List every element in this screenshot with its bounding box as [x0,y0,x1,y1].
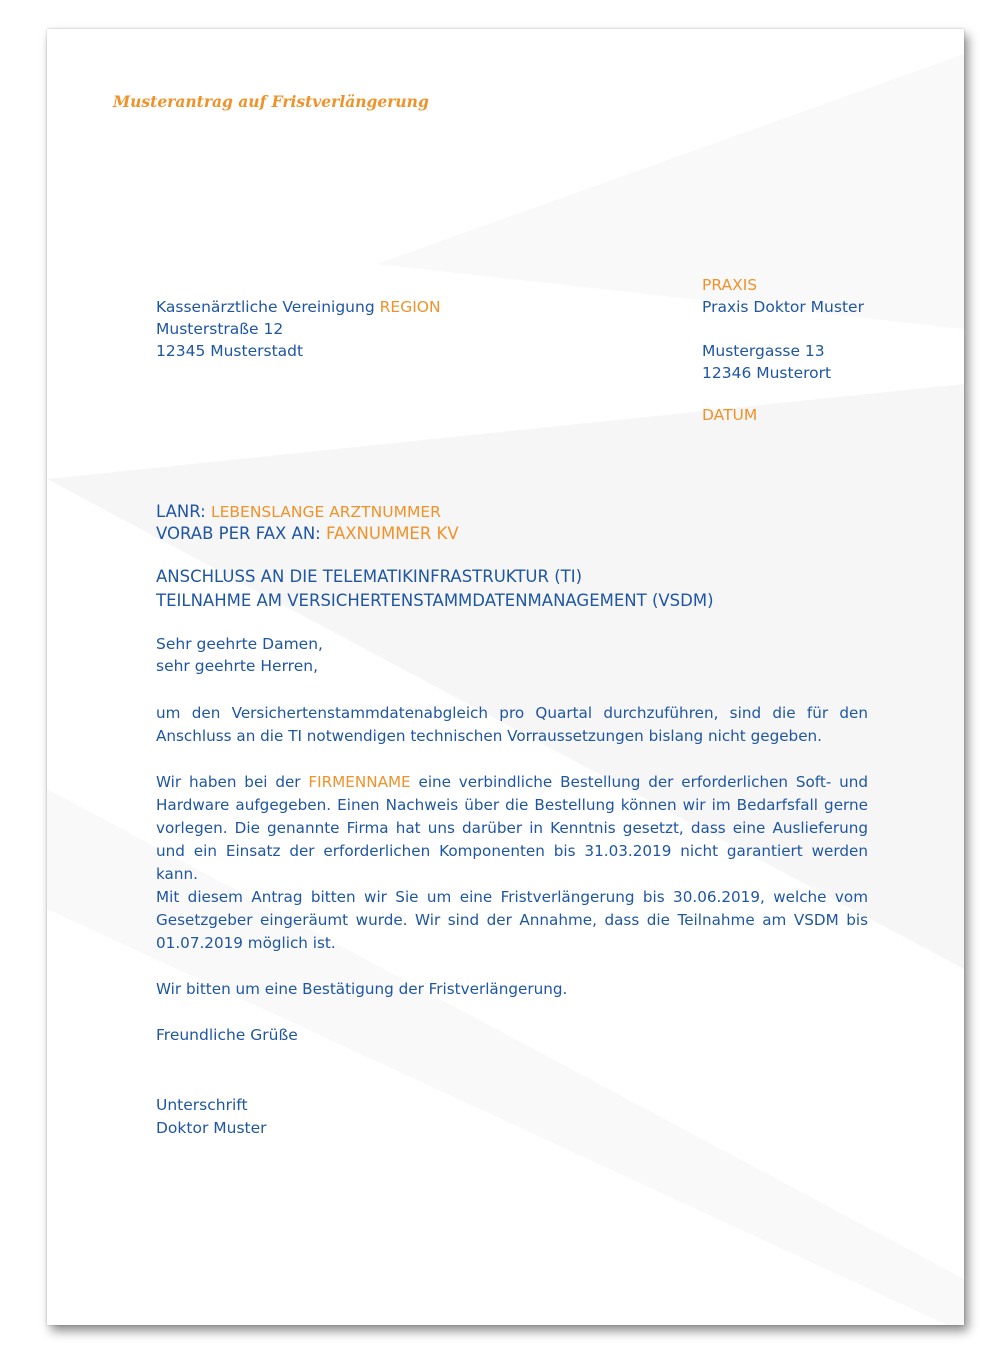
recipient-street: Musterstraße 12 [156,320,284,338]
fax-line [156,523,459,545]
lanr-label: LANR: [156,502,206,521]
salutation-line1: Sehr geehrte Damen, [156,635,323,653]
body-paragraph-2 [156,771,868,886]
sender-street: Mustergasse 13 [702,342,825,360]
body-paragraph-4: Wir bitten um eine Bestätigung der Fristverlängerung. [156,980,568,998]
recipient-city: 12345 Musterstadt [156,342,304,360]
fax-label: VORAB PER FAX AN: [156,524,321,543]
recipient-region-placeholder: REGION [379,298,441,316]
signature-label: Unterschrift [156,1096,248,1114]
document-heading: Musterantrag auf Fristverlängerung [113,92,429,111]
fax-placeholder: FAXNUMMER KV [325,524,459,543]
sender-name: Praxis Doktor Muster [702,298,864,316]
salutation-line2: sehr geehrte Herren, [156,657,318,675]
body-paragraph-1: um den Versichertenstammdatenabgleich pro Quartal durchzuführen, sind die für den Anschluss an die TI notwendigen technischen Vorraussetzungen bislang nicht gegeben. [156,704,868,745]
signer-name: Doktor Muster [156,1119,267,1137]
lanr-line [156,501,441,523]
recipient-line1 [156,296,441,318]
recipient-org: Kassenärztliche Vereinigung [156,298,375,316]
lanr-placeholder: LEBENSLANGE ARZTNUMMER [210,503,441,521]
sender-city: 12346 Musterort [702,364,832,382]
body-paragraph-3: Mit diesem Antrag bitten wir Sie um eine Fristverlängerung bis 30.06.2019, welche vom Gesetzgeber eingeräumt wurde. Wir sind der Annahme, dass die Teilnahme am VSDM bis 01.07.2019 möglich ist. [156,888,868,952]
subject-line1: ANSCHLUSS AN DIE TELEMATIKINFRASTRUKTUR (TI) [156,567,583,586]
sender-date-placeholder: DATUM [702,406,758,424]
letter-page [47,29,964,1325]
company-name-placeholder: FIRMENNAME [308,773,411,791]
p2-text-before: Wir haben bei der [156,773,301,791]
closing-greeting: Freundliche Grüße [156,1026,298,1044]
p2-text-after: eine verbindliche Bestellung der erforderlichen Soft- und Hardware aufgegeben. Einen Nachweis über die Bestellung können wir im Bedarfsfall gerne vorlegen. Die genannte Firma hat uns darüber in Kenntnis gesetzt, dass eine Auslieferung und ein Einsatz der erforderlichen Komponenten bis 31.03.2019 nicht garantiert werden kann. [156,773,869,883]
sender-praxis-label: PRAXIS [702,276,758,294]
subject-line2: TEILNAHME AM VERSICHERTENSTAMMDATENMANAGEMENT (VSDM) [156,591,714,610]
